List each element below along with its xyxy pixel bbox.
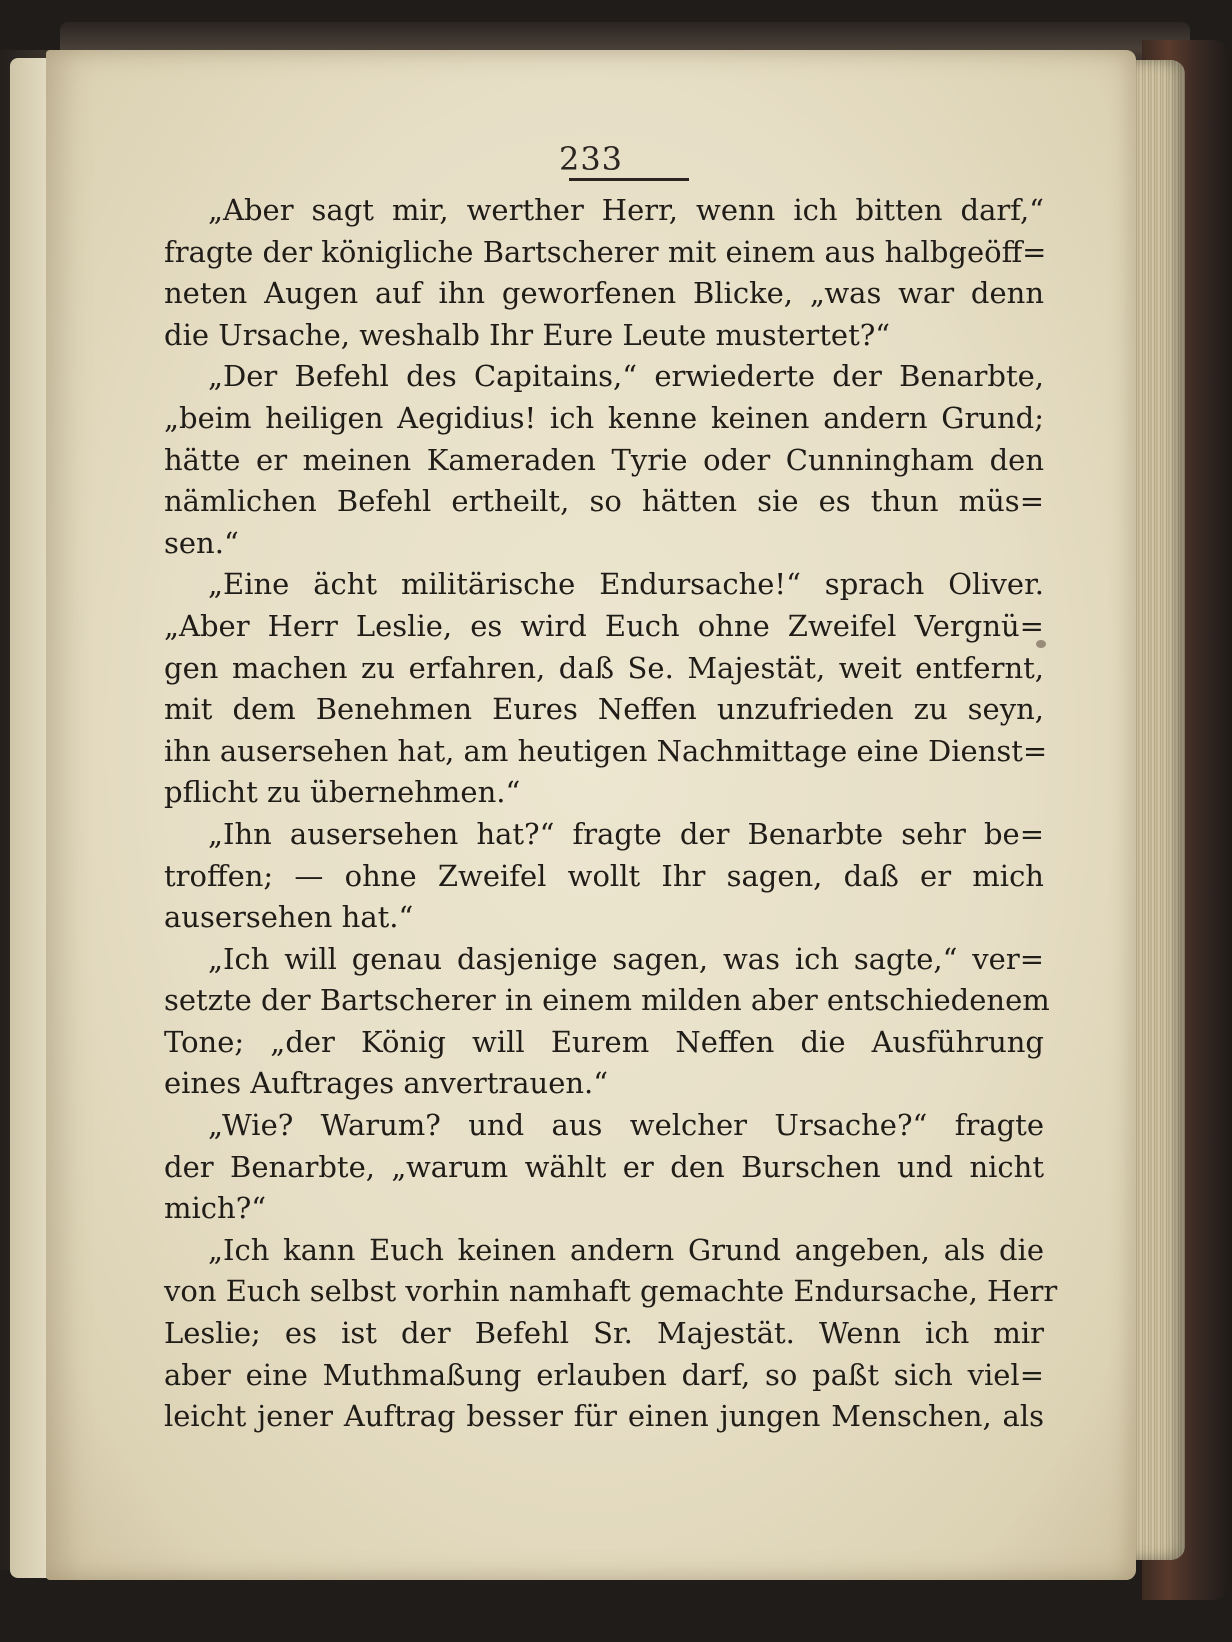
text-line: neten Augen auf ihn geworfenen Blicke, „was war denn: [164, 276, 1044, 311]
text-line: „Ich kann Euch keinen andern Grund angeben, als die: [208, 1232, 1044, 1267]
text-line: sen.“: [164, 525, 239, 560]
text-line: „beim heiligen Aegidius! ich kenne keinen andern Grund;: [164, 400, 1044, 435]
text-line: die Ursache, weshalb Ihr Eure Leute mustertet?“: [164, 317, 891, 352]
text-line: von Euch selbst vorhin namhaft gemachte Endursache, Herr: [164, 1274, 1058, 1309]
text-line: „Ich will genau dasjenige sagen, was ich sagte,“ ver=: [208, 941, 1044, 976]
text-line: pflicht zu übernehmen.“: [164, 775, 521, 810]
text-line: eines Auftrages anvertrauen.“: [164, 1066, 609, 1101]
book-page: [46, 50, 1136, 1580]
text-line: ausersehen hat.“: [164, 900, 414, 935]
page-number-rule: [569, 178, 689, 181]
facing-page-edge: [10, 58, 50, 1578]
text-line: leicht jener Auftrag besser für einen jungen Menschen, als: [164, 1399, 1044, 1434]
text-line: Leslie; es ist der Befehl Sr. Majestät. Wenn ich mir: [164, 1316, 1044, 1351]
text-line: aber eine Muthmaßung erlauben darf, so paßt sich viel=: [164, 1357, 1044, 1392]
page-body-text: [164, 190, 1058, 1438]
text-line: „Der Befehl des Capitains,“ erwiederte der Benarbte,: [208, 359, 1044, 394]
text-line: „Aber Herr Leslie, es wird Euch ohne Zweifel Vergnü=: [164, 608, 1044, 643]
text-line: setzte der Bartscherer in einem milden aber entschiedenem: [164, 983, 1050, 1018]
text-line: troffen; — ohne Zweifel wollt Ihr sagen, daß er mich: [164, 858, 1044, 893]
text-line: gen machen zu erfahren, daß Se. Majestät, weit entfernt,: [164, 650, 1044, 685]
text-line: „Eine ächt militärische Endursache!“ sprach Oliver.: [208, 567, 1044, 602]
ink-smudge: [1036, 640, 1046, 648]
text-line: hätte er meinen Kameraden Tyrie oder Cunningham den: [164, 442, 1044, 477]
text-line: „Ihn ausersehen hat?“ fragte der Benarbte sehr be=: [208, 816, 1044, 851]
text-line: mit dem Benehmen Eures Neffen unzufrieden zu seyn,: [164, 692, 1044, 727]
text-line: der Benarbte, „warum wählt er den Burschen und nicht: [164, 1149, 1044, 1184]
text-line: nämlichen Befehl ertheilt, so hätten sie es thun müs=: [164, 484, 1044, 519]
text-line: „Wie? Warum? und aus welcher Ursache?“ fragte: [208, 1108, 1044, 1143]
text-line: fragte der königliche Bartscherer mit einem aus halbgeöff=: [164, 234, 1047, 269]
text-line: Tone; „der König will Eurem Neffen die Ausführung: [164, 1024, 1044, 1059]
text-line: „Aber sagt mir, werther Herr, wenn ich bitten darf,“: [208, 193, 1044, 227]
text-line: mich?“: [164, 1191, 267, 1226]
text-line: ihn ausersehen hat, am heutigen Nachmittage eine Dienst=: [164, 733, 1048, 768]
page-number: 233: [558, 140, 624, 178]
